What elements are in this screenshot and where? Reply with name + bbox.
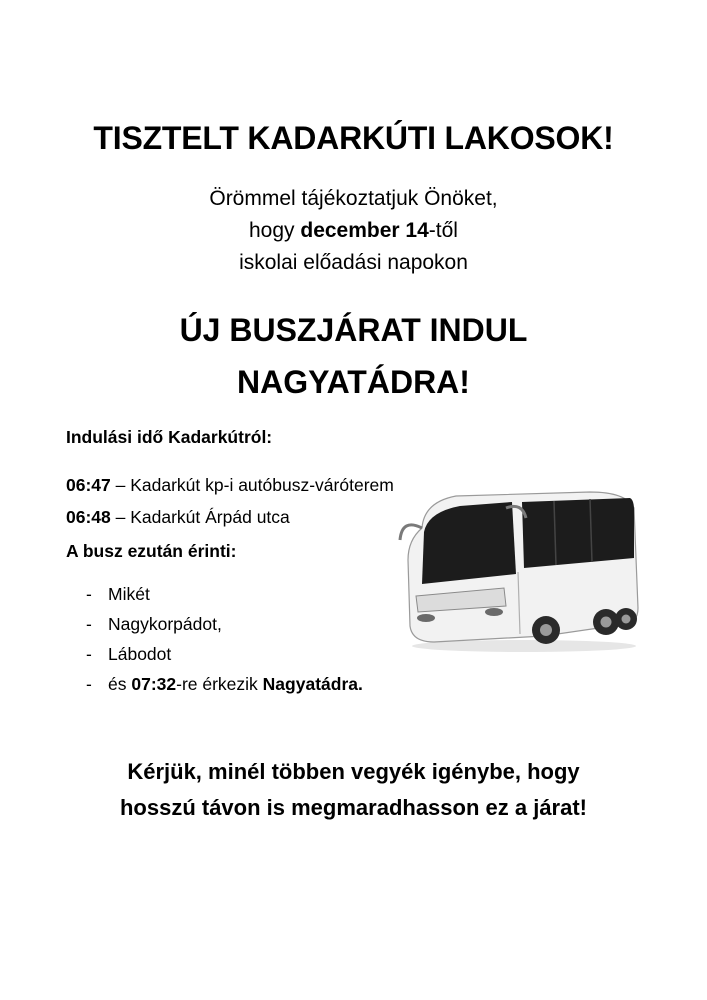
- closing-line-1: Kérjük, minél többen vegyék igénybe, hogy: [127, 759, 580, 784]
- intro-line-2: [0, 215, 707, 247]
- list-item: [86, 669, 363, 699]
- arrival-pre: és: [108, 674, 132, 694]
- list-dash: -: [86, 644, 92, 664]
- departures-heading: Indulási idő Kadarkútról:: [66, 427, 273, 447]
- announcement: [0, 304, 707, 408]
- departures-list: [66, 469, 394, 533]
- route-stops: [86, 579, 363, 699]
- closing-line-2: hosszú távon is megmaradhasson ez a járat!: [119, 795, 588, 820]
- list-dash: -: [86, 674, 92, 694]
- list-dash: -: [86, 584, 92, 604]
- list-item: [86, 579, 363, 609]
- announcement-line-1: ÚJ BUSZJÁRAT INDUL: [179, 312, 528, 348]
- departure-place: Kadarkút kp-i autóbusz-váróterem: [130, 475, 394, 495]
- list-dash: -: [86, 614, 92, 634]
- departure-row: [66, 469, 394, 501]
- route-heading: A busz ezután érinti:: [66, 541, 237, 561]
- announcement-line-2: NAGYATÁDRA!: [237, 364, 470, 400]
- intro-line-3: iskolai előadási napokon: [239, 251, 468, 274]
- intro-date: december 14: [300, 219, 429, 242]
- departure-sep: –: [110, 507, 131, 527]
- intro-line-1: Örömmel tájékoztatjuk Önöket,: [209, 187, 498, 210]
- arrival-time: 07:32: [131, 674, 177, 694]
- departure-place: Kadarkút Árpád utca: [130, 507, 290, 527]
- stop-name: Lábodot: [108, 644, 172, 664]
- closing-text: [0, 754, 707, 826]
- intro-line-2-pre: hogy: [249, 219, 301, 242]
- stop-name: Mikét: [108, 584, 150, 604]
- departure-row: [66, 501, 394, 533]
- intro-text: [0, 183, 707, 279]
- bus-image: [394, 488, 642, 654]
- departure-sep: –: [110, 475, 131, 495]
- intro-line-2-post: -től: [428, 219, 458, 242]
- departure-time: 06:47: [66, 475, 111, 495]
- stop-name: Nagykorpádot,: [108, 614, 222, 634]
- list-item: [86, 609, 363, 639]
- arrival-mid: -re érkezik: [176, 674, 263, 694]
- list-item: [86, 639, 363, 669]
- arrival-destination: Nagyatádra.: [262, 674, 363, 694]
- departure-time: 06:48: [66, 507, 111, 527]
- poster-title: TISZTELT KADARKÚTI LAKOSOK!: [93, 120, 614, 156]
- arrival-text: [108, 669, 363, 699]
